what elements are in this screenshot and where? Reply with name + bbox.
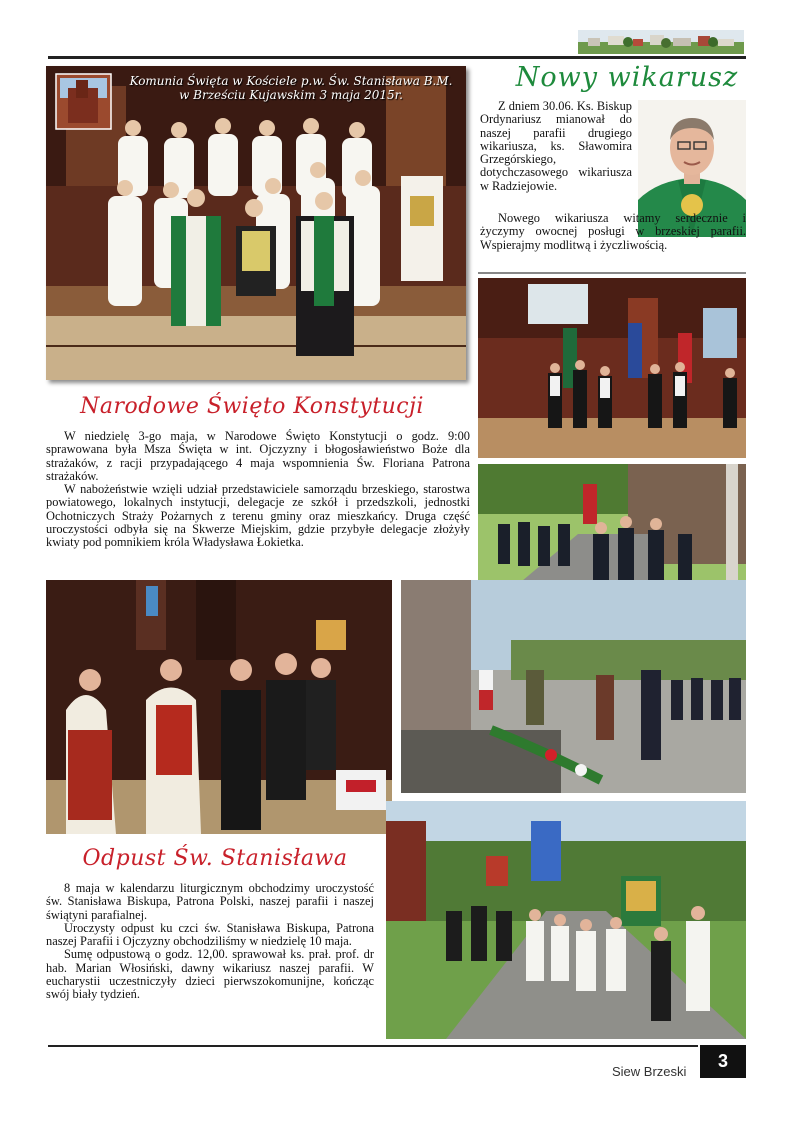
monument-wreath-photo <box>401 580 746 793</box>
vicar-text-wide <box>480 212 746 252</box>
vicar-title: Nowy wikarusz <box>515 62 739 93</box>
procession-photo <box>386 801 746 1039</box>
photo-caption-line2: w Brześciu Kujawskim 3 maja 2015r. <box>179 88 403 102</box>
page-number: 3 <box>700 1045 746 1078</box>
constitution-paragraph-1: W niedzielę 3-go maja, w Narodowe Święto Konstytucji o godz. 9:00 sprawowana była Msza Święta w int. Ojczyzny i błogosławieństwo Boże dla strażaków, z racji przypadającego 4 maja wspomnienia Św. Floriana Patrona strażaków. <box>46 429 470 483</box>
constitution-text <box>46 430 470 550</box>
footer-rule <box>48 1045 698 1047</box>
indulgence-paragraph-3: Sumę odpustową o godz. 12,00. sprawował ks. prał. prof. dr hab. Marian Włosiński, dawny wikariusz naszej parafii. W eucharystii uczestniczyły dzieci pierwszokomunijne, kończąc swój biały tydzień. <box>46 947 374 1002</box>
photo-caption-line1: Komunia Święta w Kościele p.w. Św. Stanisława B.M. <box>129 74 453 88</box>
church-flags-photo <box>478 278 746 458</box>
publication-name: Siew Brzeski <box>612 1064 687 1079</box>
first-communion-photo <box>46 66 466 380</box>
church-mass-photo <box>46 580 392 834</box>
header-rule <box>48 56 746 59</box>
photo-caption <box>126 74 456 102</box>
constitution-title: Narodowe Święto Konstytucji <box>80 394 424 419</box>
indulgence-text <box>46 882 374 1002</box>
vicar-bottom-rule <box>478 272 746 274</box>
indulgence-paragraph-2: Uroczysty odpust ku czci św. Stanisława Biskupa, Patrona naszej Parafii i Ojczyzny obchodziliśmy w niedzielę 10 maja. <box>46 920 374 949</box>
indulgence-title: Odpust Św. Stanisława <box>82 846 348 871</box>
vicar-paragraph-1: Z dniem 30.06. Ks. Biskup Ordynariusz mianował do naszej parafii drugiego wikariusza, ks. Sławomira Grzegórskiego, dotychczasowego wikariusza w Radziejowie. <box>480 99 632 193</box>
header-village-photo <box>578 30 744 54</box>
vicar-paragraph-2a: Nowego wikariusza witamy serdecznie i życzymy owocnej posługi w brzeskiej parafii. Wspierajmy modlitwą i życzliwością. <box>480 211 746 252</box>
constitution-paragraph-2: W nabożeństwie wzięli udział przedstawiciele samorządu brzeskiego, starostwa powiatowego, lokalnych instytucji, delegacje ze szkół i przedszkoli, jednostki Ochotniczych Straży Pożarnych z terenu gminy oraz mieszkańcy. Druga część uroczystości odbyła się na Skwerze Miejskim, gdzie przybyłe delegacje złożyły kwiaty pod pomnikiem króla Władysława Łokietka. <box>46 482 470 550</box>
vicar-text-narrow <box>480 100 632 193</box>
indulgence-paragraph-1: 8 maja w kalendarzu liturgicznym obchodzimy uroczystość św. Stanisława Biskupa, Patrona Polski, naszej parafii i naszej świątyni parafialnej. <box>46 881 374 922</box>
